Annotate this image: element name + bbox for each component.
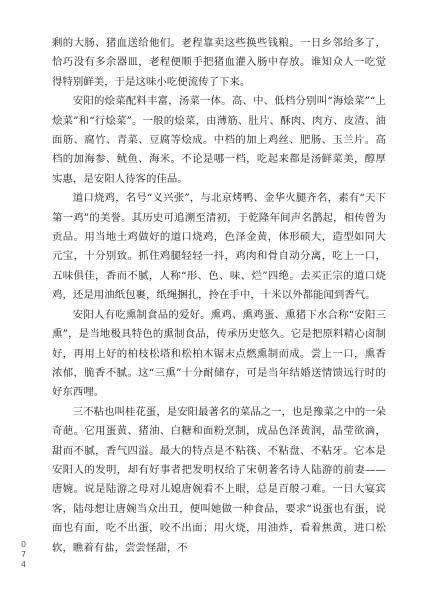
paragraph-3: 道口烧鸡，名号“义兴张”，与北京烤鸭、金华火腿齐名，素有“天下第一鸡”的美誉。其历史可追溯至清初，于乾隆年间声名鹊起，相传曾为贡品。用当地土鸡做好的道口烧鸡，色泽金黄，体形硕大，造型如同大元宝，十分别致。抓住鸡腿轻轻一抖，鸡肉和骨自动分离，吃上一口，五味俱佳，香而不腻，人称“形、色、味、烂”四绝。去买正宗的道口烧鸡，还是用油纸包裹，纸绳捆扎，拎在手中，十米以外都能闻到香气。 — [52, 192, 386, 302]
paragraph-4: 安阳人有吃熏制食品的爱好。熏鸡、熏鸡蛋、熏猪下水合称“安阳三熏”，是当地极具特色的熏制食品，传承历史悠久。它是把原料精心卤制好，再用上好的柏枝松塔和松柏木锯末点燃熏制而成。尝上一口，熏香浓郁，脆香不腻。这“三熏”十分耐储存，可是当年结婚送情馈远行时的好东西哩。 — [52, 308, 386, 399]
body-text — [52, 34, 386, 558]
paragraph-5: 三不粘也叫桂花蛋，是安阳最著名的菜品之一，也是豫菜之中的一朵奇葩。它用蛋黄、猪油、白糖和面粉烹制，成品色泽黄润，晶莹欲滴，甜而不腻，香气四溢。最大的特点是不粘筷、不粘盘、不粘牙。它本是安阳人的发明，却有好事者把发明权给了宋朝著名诗人陆游的前妻——唐婉。说是陆游之母对儿媳唐婉看不上眼，总是百般刁难。一日大宴宾客，陆母想让唐婉当众出丑，便叫她做一种食品，要求“说蛋也有蛋，说面也有面，吃不出蛋，咬不出面；用火烧，用油炸，看着焦黄，进口松软，瞧着有盐，尝尝怪甜，不 — [52, 405, 387, 554]
page-number: 074 — [19, 540, 28, 570]
paragraph-1: 剩的大肠、猪血送给他们。老程靠卖这些换些钱粮。一日乡邻给多了，恰巧没有多余器皿，老程便顺手把猪血灌入肠中存放。谁知众人一吃觉得特别鲜美，于是这味小吃便流传了下来。 — [52, 37, 386, 88]
paragraph-2: 安阳的烩菜配料丰富，汤菜一体。高、中、低档分别叫“海烩菜”“上烩菜”和“行烩菜”。一般的烩菜，由薄筋、肚片、酥肉、肉方、皮渣、油面筋、腐竹、青菜、豆腐等烩成。中档的加上鸡丝、肥肠、玉兰片。高档的加海参、鱿鱼、海米。不论是哪一档，吃起来都是汤鲜菜美，醇厚实惠，是安阳人待客的佳品。 — [52, 95, 386, 185]
